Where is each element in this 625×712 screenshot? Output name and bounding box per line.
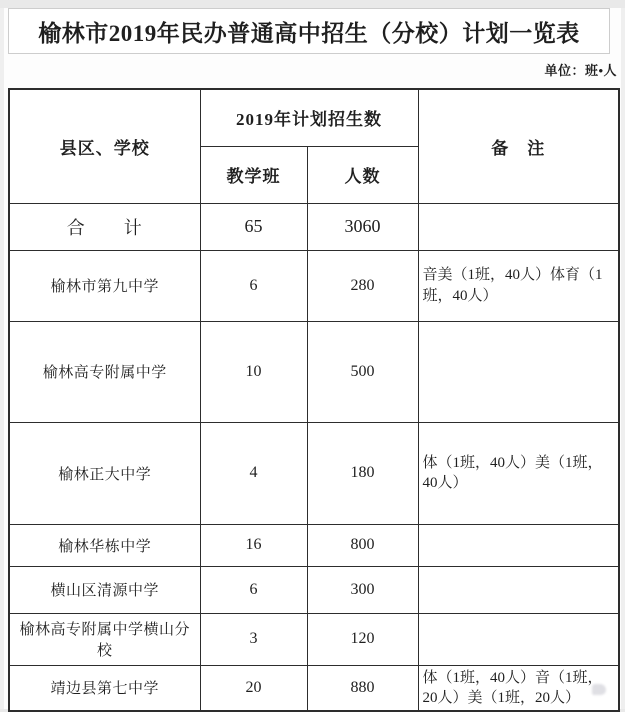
title-box <box>8 8 610 54</box>
page-edge-top <box>0 0 625 8</box>
students-count-cell: 3060 <box>307 203 418 250</box>
school-name-cell: 榆林高专附属中学 <box>9 321 200 422</box>
students-count-cell: 280 <box>307 250 418 321</box>
table-body <box>9 203 619 711</box>
header-school: 县区、学校 <box>9 89 200 203</box>
remark-cell <box>418 203 619 250</box>
classes-count-cell: 6 <box>200 566 307 613</box>
remark-cell: 体（1班，40人）音（1班，20人）美（1班，20人） <box>418 665 619 711</box>
table-row <box>9 613 619 665</box>
page-title: 榆林市2019年民办普通高中招生（分校）计划一览表 <box>38 20 580 46</box>
remark-cell <box>418 524 619 566</box>
school-name-cell: 榆林正大中学 <box>9 422 200 524</box>
classes-count-cell: 10 <box>200 321 307 422</box>
students-count-cell: 880 <box>307 665 418 711</box>
remark-cell: 体（1班，40人）美（1班，40人） <box>418 422 619 524</box>
page-edge-right <box>621 8 625 709</box>
remark-cell <box>418 321 619 422</box>
students-count-cell: 300 <box>307 566 418 613</box>
header-classes: 教学班 <box>200 146 307 203</box>
unit-label: 单位：班•人 <box>544 63 617 78</box>
table-row <box>9 566 619 613</box>
students-count-cell: 120 <box>307 613 418 665</box>
table-row <box>9 524 619 566</box>
students-count-cell: 800 <box>307 524 418 566</box>
classes-count-cell: 6 <box>200 250 307 321</box>
page-edge-left <box>0 8 4 709</box>
school-name-cell: 合 计 <box>9 203 200 250</box>
header-remark: 备 注 <box>418 89 619 203</box>
table-row <box>9 250 619 321</box>
classes-count-cell: 4 <box>200 422 307 524</box>
school-name-cell: 榆林市第九中学 <box>9 250 200 321</box>
remark-cell <box>418 566 619 613</box>
watermark-smudge <box>592 684 606 695</box>
table-row <box>9 665 619 711</box>
school-name-cell: 横山区清源中学 <box>9 566 200 613</box>
table-header-row-1 <box>9 89 619 146</box>
classes-count-cell: 16 <box>200 524 307 566</box>
school-name-cell: 榆林华栋中学 <box>9 524 200 566</box>
enrollment-plan-table <box>8 88 620 712</box>
table-row <box>9 422 619 524</box>
remark-cell <box>418 613 619 665</box>
school-name-cell: 靖边县第七中学 <box>9 665 200 711</box>
students-count-cell: 500 <box>307 321 418 422</box>
header-students: 人数 <box>307 146 418 203</box>
table-row <box>9 203 619 250</box>
school-name-cell: 榆林高专附属中学横山分校 <box>9 613 200 665</box>
remark-cell: 音美（1班，40人）体育（1班，40人） <box>418 250 619 321</box>
classes-count-cell: 3 <box>200 613 307 665</box>
classes-count-cell: 65 <box>200 203 307 250</box>
table-row <box>9 321 619 422</box>
classes-count-cell: 20 <box>200 665 307 711</box>
header-plan-group: 2019年计划招生数 <box>200 89 418 146</box>
students-count-cell: 180 <box>307 422 418 524</box>
